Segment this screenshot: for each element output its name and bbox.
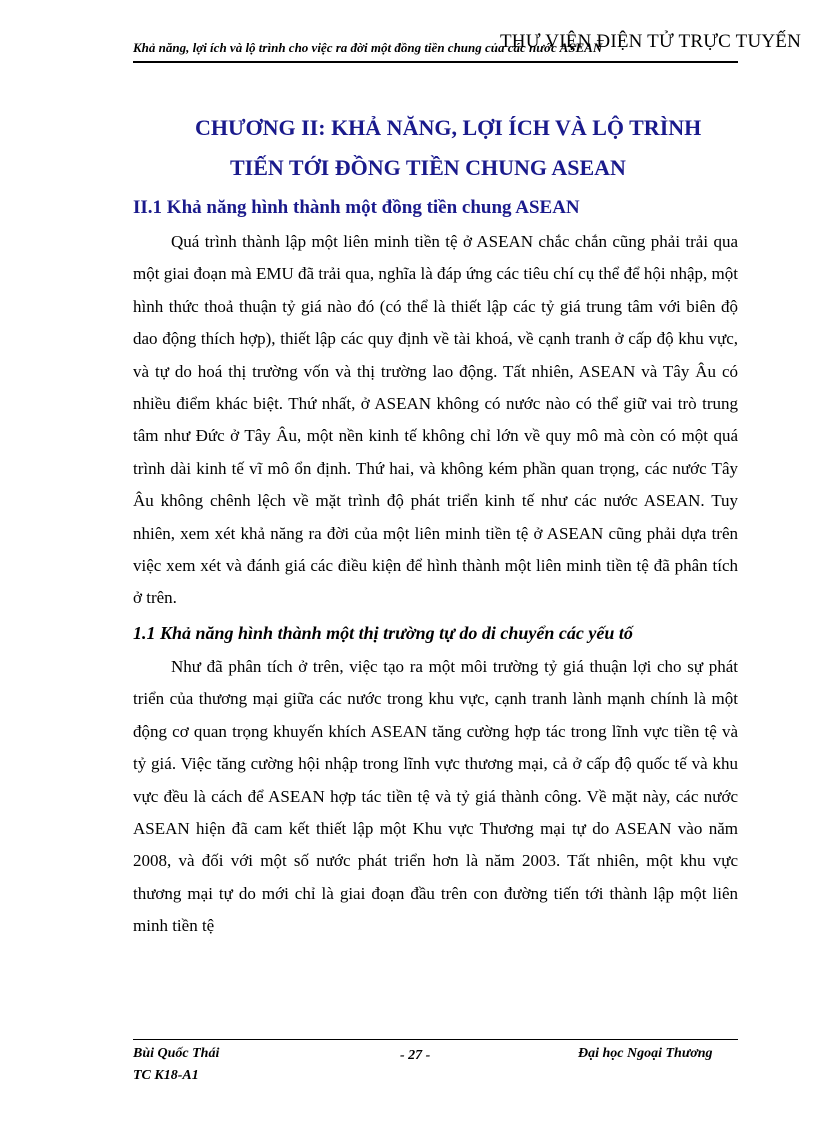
footer-school: Đại học Ngoại Thương — [578, 1046, 713, 1061]
footer-page-number: - 27 - — [400, 1048, 431, 1063]
chapter-title-line-2: TIẾN TỚI ĐỒNG TIỀN CHUNG ASEAN — [230, 155, 626, 180]
section-paragraph: Quá trình thành lập một liên minh tiền tệ ở ASEAN chắc chắn cũng phải trải qua một giai đoạn mà EMU đã trải qua, nghĩa là đáp ứng các tiêu chí cụ thể để hội nhập, một hình thức thoả thuận tỷ giá nào đó (có thể là thiết lập các tỷ giá trung tâm với biên độ dao động thích hợp), thiết lập các quy định về tài khoá, về cạnh tranh ở cấp độ khu vực, và tự do hoá thị trường vốn và thị trường lao động. Tất nhiên, ASEAN và Tây Âu có nhiều điểm khác biệt. Thứ nhất, ở ASEAN không có nước nào có thể giữ vai trò trung tâm như Đức ở Tây Âu, một nền kinh tế không chỉ lớn về quy mô mà còn có một quá trình dài kinh tế vĩ mô ổn định. Thứ hai, và không kém phần quan trọng, các nước Tây Âu không chênh lệch về mặt trình độ phát triển kinh tế như các nước ASEAN. Tuy nhiên, xem xét khả năng ra đời của một liên minh tiền tệ ở ASEAN cũng phải dựa trên việc xem xét và đánh giá các điều kiện để hình thành một liên minh tiền tệ đã phân tích ở trên. — [133, 232, 738, 608]
chapter-title-line-1: CHƯƠNG II: KHẢ NĂNG, LỢI ÍCH VÀ LỘ TRÌNH — [195, 115, 702, 140]
section-heading: II.1 Khả năng hình thành một đồng tiền chung ASEAN — [133, 197, 580, 218]
running-header-title: Khả năng, lợi ích và lộ trình cho việc ra đời một đồng tiền chung của các nước ASEAN — [133, 40, 603, 55]
header-divider — [133, 61, 738, 63]
footer-author: Bùi Quốc Thái — [133, 1046, 220, 1061]
library-watermark-header: THƯ VIỆN ĐIỆN TỬ TRỰC TUYẾN — [500, 31, 802, 52]
footer-divider — [133, 1039, 738, 1040]
chapter-title — [133, 108, 805, 188]
subsection-heading: 1.1 Khả năng hình thành một thị trường tự do di chuyển các yếu tố — [133, 623, 633, 643]
subsection-paragraph: Như đã phân tích ở trên, việc tạo ra một môi trường tỷ giá thuận lợi cho sự phát triển của thương mại giữa các nước trong khu vực, cạnh tranh lành mạnh chính là một động cơ quan trọng khuyến khích ASEAN tăng cường hợp tác trong lĩnh vực tiền tệ và tỷ giá. Việc tăng cường hội nhập trong lĩnh vực thương mại, cả ở cấp độ quốc tế và khu vực đều là cách để ASEAN hợp tác tiền tệ và tỷ giá thành công. Về mặt này, các nước ASEAN hiện đã cam kết thiết lập một Khu vực Thương mại tự do ASEAN vào năm 2008, và đối với một số nước phát triển hơn là năm 2003. Tất nhiên, một khu vực thương mại tự do mới chỉ là giai đoạn đầu trên con đường tiến tới thành lập một liên minh tiền tệ — [133, 657, 738, 936]
footer-class: TC K18-A1 — [133, 1068, 199, 1083]
